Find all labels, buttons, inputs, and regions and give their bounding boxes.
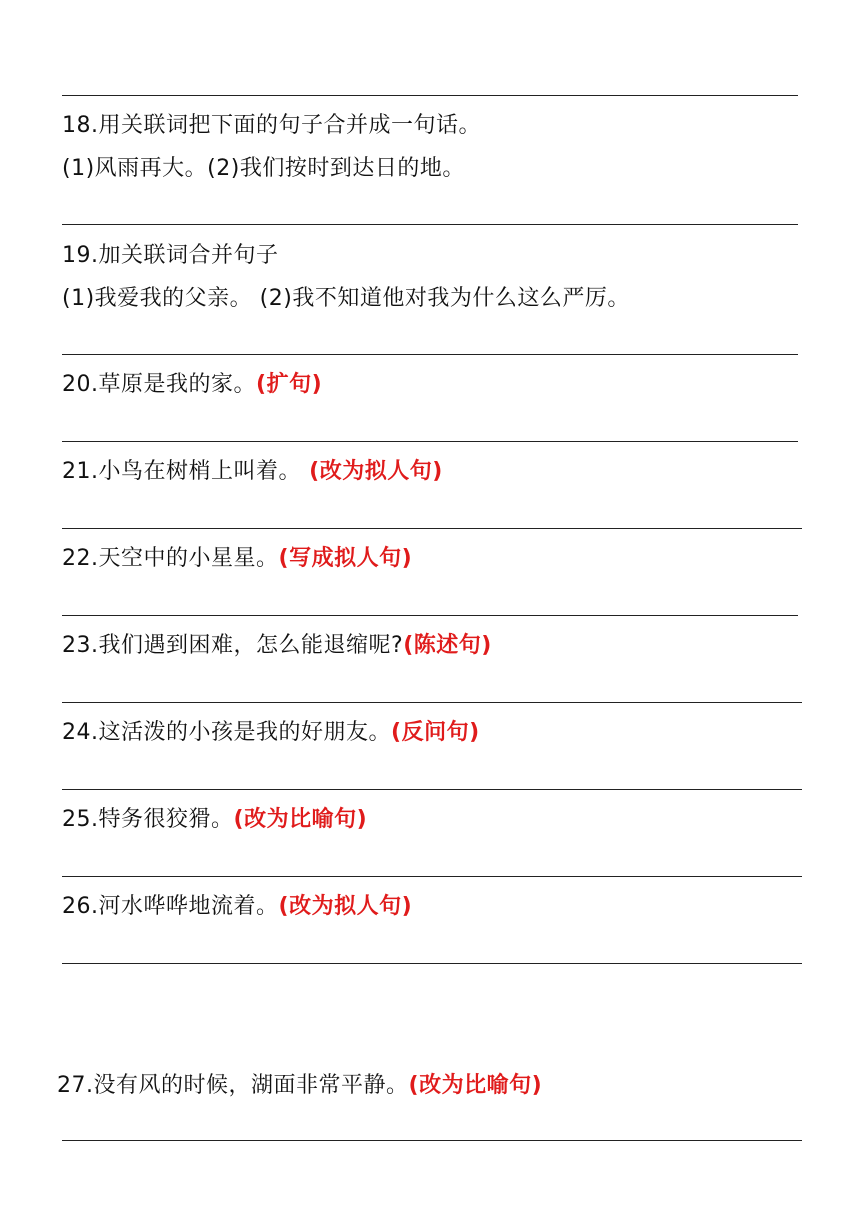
question-19-sub: (1)我爱我的父亲。 (2)我不知道他对我为什么这么严厉。	[62, 286, 630, 311]
answer-line[interactable]	[62, 615, 798, 616]
question-tag: (改为拟人句)	[278, 894, 413, 919]
question-text: 用关联词把下面的句子合并成一句话。	[98, 113, 482, 138]
answer-line[interactable]	[62, 354, 798, 355]
question-tag: (改为比喻句)	[408, 1073, 543, 1098]
question-number: 20.	[62, 372, 99, 397]
question-number: 21.	[62, 459, 99, 484]
question-text: 没有风的时候，湖面非常平静。	[93, 1073, 409, 1098]
question-text: 这活泼的小孩是我的好朋友。	[98, 720, 392, 745]
question-number: 19.	[62, 243, 99, 268]
question-number: 23.	[62, 633, 99, 658]
question-number: 27.	[57, 1073, 94, 1098]
question-text: 特务很狡猾。	[98, 807, 234, 832]
answer-line[interactable]	[62, 876, 802, 877]
question-21	[62, 457, 443, 487]
question-text: 加关联词合并句子	[98, 243, 279, 268]
question-text: 草原是我的家。	[98, 372, 257, 397]
question-number: 26.	[62, 894, 99, 919]
question-tag: (改为拟人句)	[301, 459, 443, 484]
question-number: 18.	[62, 113, 99, 138]
answer-line	[62, 95, 798, 96]
question-text: 天空中的小星星。	[98, 546, 279, 571]
question-text: 河水哗哗地流着。	[98, 894, 279, 919]
question-18-sub: (1)风雨再大。(2)我们按时到达日的地。	[62, 156, 465, 181]
answer-line[interactable]	[62, 702, 802, 703]
answer-line[interactable]	[62, 441, 798, 442]
question-tag: (写成拟人句)	[278, 546, 413, 571]
question-25	[62, 805, 367, 835]
answer-line[interactable]	[62, 963, 802, 964]
question-text: 我们遇到困难，怎么能退缩呢?	[98, 633, 404, 658]
answer-line[interactable]	[62, 528, 802, 529]
question-tag: (改为比喻句)	[233, 807, 368, 832]
answer-line[interactable]	[62, 1140, 802, 1141]
question-tag: (陈述句)	[403, 633, 492, 658]
question-number: 22.	[62, 546, 99, 571]
question-number: 24.	[62, 720, 99, 745]
question-text: 小鸟在树梢上叫着。	[98, 459, 302, 484]
answer-line[interactable]	[62, 224, 798, 225]
question-26	[62, 892, 412, 922]
question-tag: (反问句)	[391, 720, 480, 745]
question-22	[62, 544, 412, 574]
question-tag: (扩句)	[256, 372, 323, 397]
question-number: 25.	[62, 807, 99, 832]
answer-line[interactable]	[62, 789, 802, 790]
question-24	[62, 718, 480, 748]
question-23	[62, 631, 492, 661]
question-20	[62, 370, 322, 400]
question-18	[62, 111, 481, 141]
question-27	[57, 1071, 542, 1101]
question-19	[62, 241, 279, 271]
